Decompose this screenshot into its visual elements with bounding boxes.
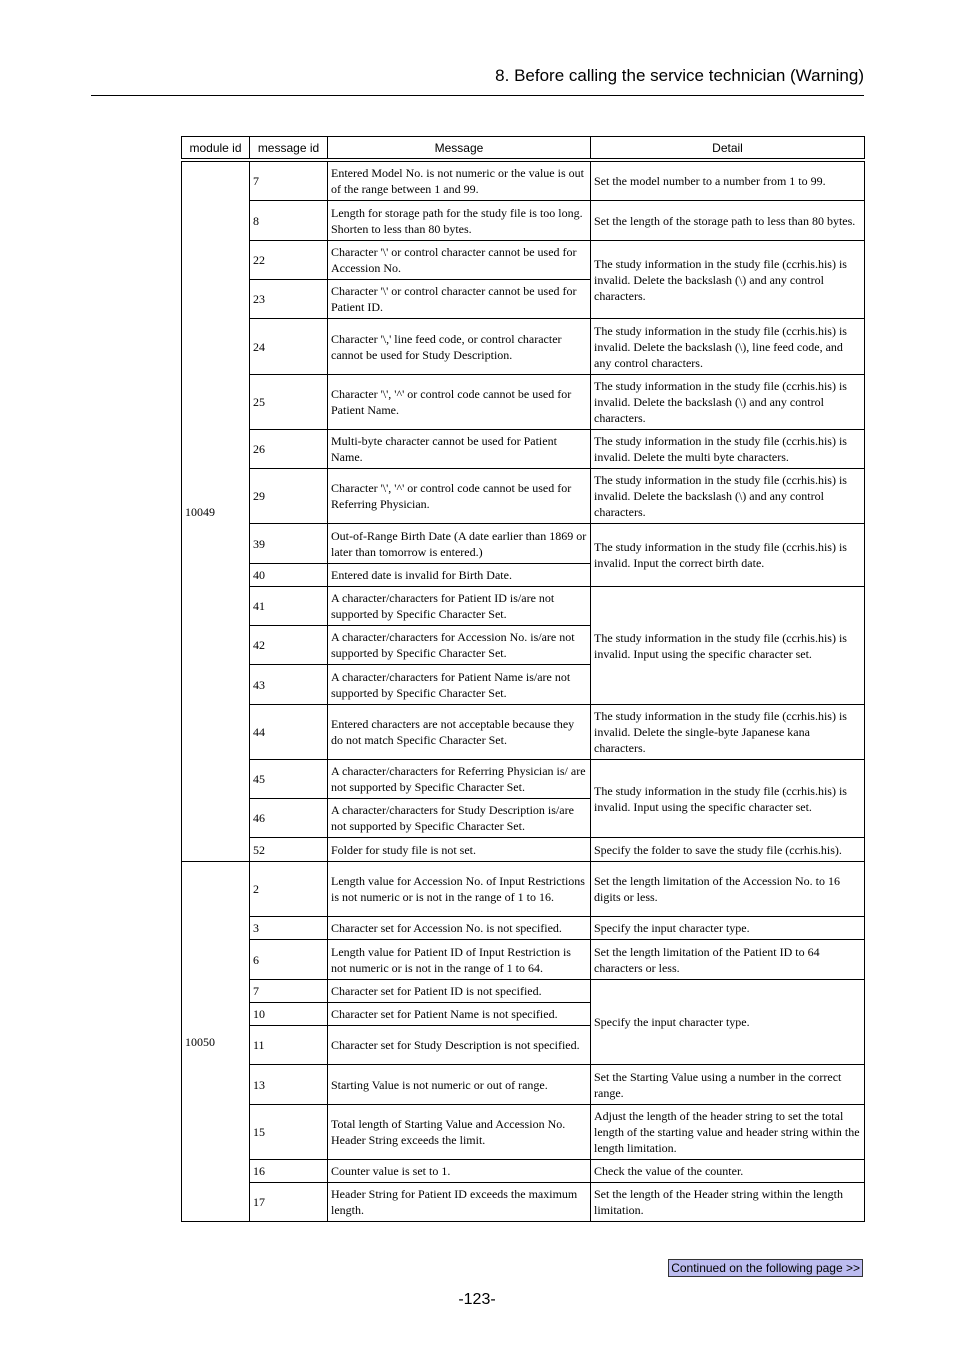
table-row bbox=[182, 1065, 865, 1105]
message-cell: Length value for Accession No. of Input Restrictions is not numeric or is not in the range of 1 to 16. bbox=[328, 862, 591, 917]
message-id-cell: 39 bbox=[250, 524, 328, 564]
message-id-cell: 2 bbox=[250, 862, 328, 917]
message-id-cell: 10 bbox=[250, 1003, 328, 1026]
message-id-cell: 8 bbox=[250, 201, 328, 241]
message-cell: Character set for Accession No. is not specified. bbox=[328, 917, 591, 940]
message-cell: Out-of-Range Birth Date (A date earlier than 1869 or later than tomorrow is entered.) bbox=[328, 524, 591, 564]
message-cell: Starting Value is not numeric or out of range. bbox=[328, 1065, 591, 1105]
detail-cell: The study information in the study file (ccrhis.his) is invalid. Delete the backslash (\) and any control characters. bbox=[591, 375, 865, 430]
detail-cell: Set the length limitation of the Patient ID to 64 characters or less. bbox=[591, 940, 865, 980]
table-row bbox=[182, 1160, 865, 1183]
message-cell: Character set for Patient ID is not specified. bbox=[328, 980, 591, 1003]
message-cell: Character '\' or control character cannot be used for Accession No. bbox=[328, 241, 591, 280]
message-id-cell: 45 bbox=[250, 760, 328, 799]
table-row bbox=[182, 160, 865, 201]
column-header-detail: Detail bbox=[591, 137, 865, 161]
detail-cell: The study information in the study file (ccrhis.his) is invalid. Delete the backslash (\), line feed code, and any control characters. bbox=[591, 319, 865, 375]
detail-cell: The study information in the study file (ccrhis.his) is invalid. Delete the single-byte Japanese kana characters. bbox=[591, 705, 865, 760]
detail-cell: Set the length of the storage path to less than 80 bytes. bbox=[591, 201, 865, 241]
table-row bbox=[182, 917, 865, 940]
message-cell: Character '\', '^' or control code cannot be used for Patient Name. bbox=[328, 375, 591, 430]
message-cell: Counter value is set to 1. bbox=[328, 1160, 591, 1183]
message-cell: Total length of Starting Value and Accession No. Header String exceeds the limit. bbox=[328, 1105, 591, 1160]
detail-cell: The study information in the study file (ccrhis.his) is invalid. Delete the backslash (\) and any control characters. bbox=[591, 469, 865, 524]
table-header-row bbox=[182, 137, 865, 161]
message-id-cell: 16 bbox=[250, 1160, 328, 1183]
message-id-cell: 42 bbox=[250, 626, 328, 665]
table-row bbox=[182, 524, 865, 564]
detail-cell: Adjust the length of the header string to set the total length of the starting value and header string within the length limitation. bbox=[591, 1105, 865, 1160]
table-row bbox=[182, 980, 865, 1003]
message-id-cell: 46 bbox=[250, 799, 328, 838]
table-row bbox=[182, 241, 865, 280]
message-id-cell: 41 bbox=[250, 587, 328, 626]
table-row bbox=[182, 705, 865, 760]
message-id-cell: 44 bbox=[250, 705, 328, 760]
message-id-cell: 29 bbox=[250, 469, 328, 524]
message-id-cell: 24 bbox=[250, 319, 328, 375]
table-row bbox=[182, 838, 865, 862]
message-cell: A character/characters for Accession No. is/are not supported by Specific Character Set. bbox=[328, 626, 591, 665]
table-row bbox=[182, 430, 865, 469]
message-id-cell: 13 bbox=[250, 1065, 328, 1105]
table-row bbox=[182, 940, 865, 980]
detail-cell: Specify the input character type. bbox=[591, 917, 865, 940]
message-cell: Folder for study file is not set. bbox=[328, 838, 591, 862]
header-divider bbox=[91, 95, 864, 96]
message-cell: Length value for Patient ID of Input Restriction is not numeric or is not in the range of 1 to 64. bbox=[328, 940, 591, 980]
message-id-cell: 40 bbox=[250, 564, 328, 587]
message-id-cell: 7 bbox=[250, 160, 328, 201]
column-header-module-id: module id bbox=[182, 137, 250, 161]
message-id-cell: 52 bbox=[250, 838, 328, 862]
message-id-cell: 26 bbox=[250, 430, 328, 469]
table-row bbox=[182, 862, 865, 917]
message-id-cell: 25 bbox=[250, 375, 328, 430]
message-id-cell: 3 bbox=[250, 917, 328, 940]
detail-cell: Set the length limitation of the Accession No. to 16 digits or less. bbox=[591, 862, 865, 917]
message-id-cell: 43 bbox=[250, 665, 328, 705]
table-row bbox=[182, 1105, 865, 1160]
detail-cell: The study information in the study file (ccrhis.his) is invalid. Input the correct birth date. bbox=[591, 524, 865, 587]
message-cell: A character/characters for Study Description is/are not supported by Specific Character Set. bbox=[328, 799, 591, 838]
message-cell: Character '\' or control character cannot be used for Patient ID. bbox=[328, 280, 591, 319]
column-header-message-id: message id bbox=[250, 137, 328, 161]
message-cell: A character/characters for Patient Name is/are not supported by Specific Character Set. bbox=[328, 665, 591, 705]
module-id-cell: 10049 bbox=[182, 160, 250, 862]
table-row bbox=[182, 319, 865, 375]
message-cell: Character '\,' line feed code, or control character cannot be used for Study Description. bbox=[328, 319, 591, 375]
message-cell: Length for storage path for the study file is too long. Shorten to less than 80 bytes. bbox=[328, 201, 591, 241]
page-header-title: 8. Before calling the service technician (Warning) bbox=[495, 66, 864, 85]
table-row bbox=[182, 1183, 865, 1222]
detail-cell: Specify the folder to save the study file (ccrhis.his). bbox=[591, 838, 865, 862]
message-table bbox=[181, 136, 865, 1222]
message-id-cell: 11 bbox=[250, 1026, 328, 1065]
message-cell: Entered date is invalid for Birth Date. bbox=[328, 564, 591, 587]
detail-cell: Set the Starting Value using a number in the correct range. bbox=[591, 1065, 865, 1105]
detail-cell: Check the value of the counter. bbox=[591, 1160, 865, 1183]
detail-cell: Set the length of the Header string within the length limitation. bbox=[591, 1183, 865, 1222]
message-id-cell: 17 bbox=[250, 1183, 328, 1222]
message-cell: Character set for Study Description is not specified. bbox=[328, 1026, 591, 1065]
message-id-cell: 7 bbox=[250, 980, 328, 1003]
detail-cell: The study information in the study file (ccrhis.his) is invalid. Input using the specific character set. bbox=[591, 760, 865, 838]
message-cell: Character '\', '^' or control code cannot be used for Referring Physician. bbox=[328, 469, 591, 524]
detail-cell: Set the model number to a number from 1 to 99. bbox=[591, 160, 865, 201]
message-cell: Character set for Patient Name is not specified. bbox=[328, 1003, 591, 1026]
message-id-cell: 6 bbox=[250, 940, 328, 980]
table-row bbox=[182, 375, 865, 430]
column-header-message: Message bbox=[328, 137, 591, 161]
module-id-cell: 10050 bbox=[182, 862, 250, 1222]
detail-cell: Specify the input character type. bbox=[591, 980, 865, 1065]
message-id-cell: 22 bbox=[250, 241, 328, 280]
table-row bbox=[182, 760, 865, 799]
page-number: -123- bbox=[458, 1291, 496, 1308]
table-row bbox=[182, 587, 865, 626]
table-row bbox=[182, 469, 865, 524]
message-cell: Header String for Patient ID exceeds the maximum length. bbox=[328, 1183, 591, 1222]
message-cell: Multi-byte character cannot be used for Patient Name. bbox=[328, 430, 591, 469]
detail-cell: The study information in the study file (ccrhis.his) is invalid. Input using the specific character set. bbox=[591, 587, 865, 705]
table-row bbox=[182, 201, 865, 241]
message-cell: A character/characters for Referring Physician is/ are not supported by Specific Character Set. bbox=[328, 760, 591, 799]
continued-link[interactable]: Continued on the following page >> bbox=[668, 1259, 863, 1277]
message-cell: Entered characters are not acceptable because they do not match Specific Character Set. bbox=[328, 705, 591, 760]
message-id-cell: 23 bbox=[250, 280, 328, 319]
message-cell: Entered Model No. is not numeric or the value is out of the range between 1 and 99. bbox=[328, 160, 591, 201]
message-cell: A character/characters for Patient ID is/are not supported by Specific Character Set. bbox=[328, 587, 591, 626]
message-id-cell: 15 bbox=[250, 1105, 328, 1160]
detail-cell: The study information in the study file (ccrhis.his) is invalid. Delete the multi byte characters. bbox=[591, 430, 865, 469]
detail-cell: The study information in the study file (ccrhis.his) is invalid. Delete the backslash (\) and any control characters. bbox=[591, 241, 865, 319]
